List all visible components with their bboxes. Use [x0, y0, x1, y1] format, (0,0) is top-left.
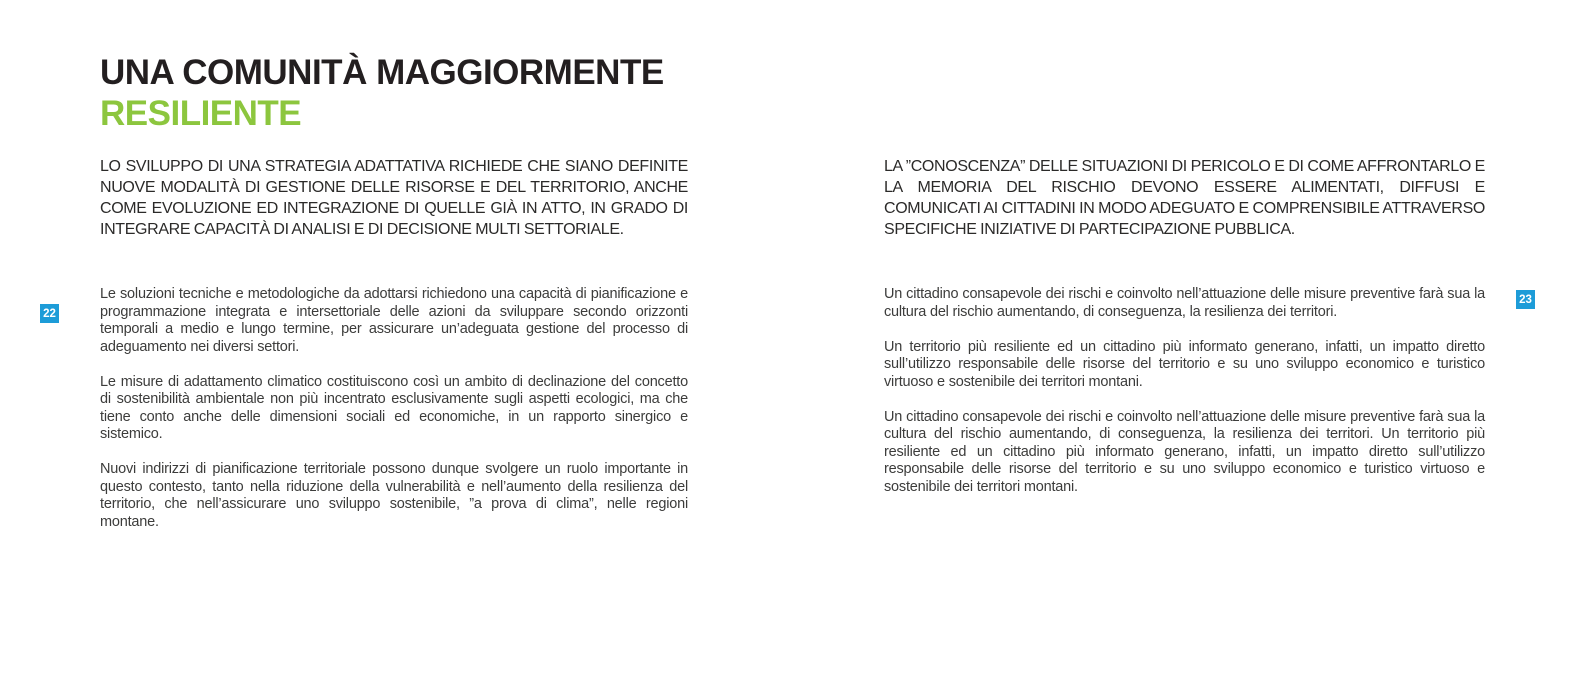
left-page-paragraph-1: Le soluzioni tecniche e metodologiche da adottarsi richiedono una capacità di pianificazione e programmazione integrata e intersettoriale delle azioni da sviluppare secondo orizzonti temporali a medio e lungo termine, per assicurare un’adeguata gestione del processo di adeguamento nei diversi settori. — [100, 286, 688, 355]
right-page-body — [884, 286, 1485, 514]
right-page-lead-paragraph: LA ”CONOSCENZA” DELLE SITUAZIONI DI PERICOLO E DI COME AFFRONTARLO E LA MEMORIA DEL RISCHIO DEVONO ESSERE ALIMENTATI, DIFFUSI E COMUNICATI AI CITTADINI IN MODO ADEGUATO E COMPRENSIBILE ATTRAVERSO SPECIFICHE INIZIATIVE DI PARTECIPAZIONE PUBBLICA. — [884, 158, 1485, 238]
left-page-body — [100, 286, 688, 549]
page-number-badge-right: 23 — [1516, 290, 1535, 309]
right-page-paragraph-2: Un territorio più resiliente ed un cittadino più informato generano, infatti, un impatto diretto sull’utilizzo responsabile delle risorse del territorio e su uno sviluppo economico e turistico virtuoso e sostenibile dei territori montani. — [884, 338, 1485, 390]
page-title — [100, 52, 750, 134]
left-page-paragraph-2: Le misure di adattamento climatico costituiscono così un ambito di declinazione del concetto di sostenibilità ambientale non più incentrato esclusivamente sugli aspetti ecologici, ma che tiene conto anche delle dimensioni sociali ed economiche, in un rapporto sinergico e sistemico. — [100, 373, 688, 442]
page-number-badge-left: 22 — [40, 304, 59, 323]
page-title-line2: RESILIENTE — [100, 94, 302, 133]
left-page-paragraph-3: Nuovi indirizzi di pianificazione territoriale possono dunque svolgere un ruolo importante in questo contesto, tanto nella riduzione della vulnerabilità e nell’aumento della resilienza del territorio, che nell’assicurare uno sviluppo sostenibile, ”a prova di clima”, nelle regioni montane. — [100, 461, 688, 530]
left-page-lead-paragraph: LO SVILUPPO DI UNA STRATEGIA ADATTATIVA RICHIEDE CHE SIANO DEFINITE NUOVE MODALITÀ DI GESTIONE DELLE RISORSE E DEL TERRITORIO, ANCHE COME EVOLUZIONE ED INTEGRAZIONE DI QUELLE GIÀ IN ATTO, IN GRADO DI INTEGRARE CAPACITÀ DI ANALISI E DI DECISIONE MULTI SETTORIALE. — [100, 158, 688, 238]
right-page-paragraph-3: Un cittadino consapevole dei rischi e coinvolto nell’attuazione delle misure preventive farà sua la cultura del rischio aumentando, di conseguenza, la resilienza dei territori. Un territorio più resiliente ed un cittadino più informato generano, infatti, un impatto diretto sull’utilizzo responsabile delle risorse del territorio e su uno sviluppo economico e turistico virtuoso e sostenibile dei territori montani. — [884, 408, 1485, 495]
right-page-paragraph-1: Un cittadino consapevole dei rischi e coinvolto nell’attuazione delle misure preventive farà sua la cultura del rischio aumentando, di conseguenza, la resilienza dei territori. — [884, 286, 1485, 320]
page-title-line1: UNA COMUNITÀ MAGGIORMENTE — [100, 53, 664, 92]
